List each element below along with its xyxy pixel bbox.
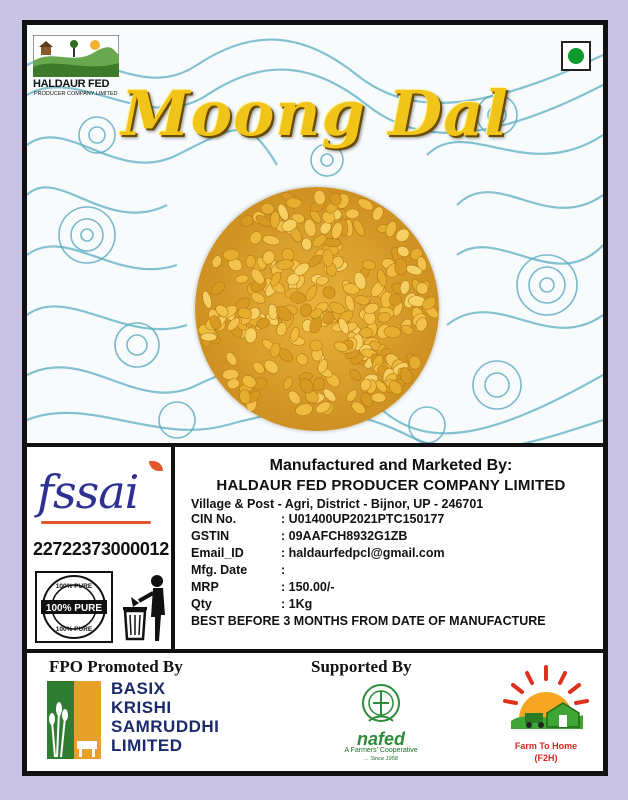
info-key: GSTIN: [191, 529, 230, 543]
info-row-email: [191, 545, 603, 562]
farm-to-home-logo: [497, 663, 595, 767]
nafed-name: nafed: [356, 729, 405, 749]
footer-panel: [27, 653, 603, 771]
fssai-logo: [37, 457, 167, 527]
info-value: : 150.00/-: [281, 580, 335, 594]
info-row-gstin: [191, 528, 603, 545]
badge-center-text: 100% PURE: [45, 603, 103, 614]
info-value: : haldaurfedpcl@gmail.com: [281, 546, 445, 560]
info-key: Qty: [191, 597, 212, 611]
fssai-license-number: 22722373000012: [33, 539, 169, 559]
nafed-logo: [337, 683, 425, 767]
info-value: : U01400UP2021PTC150177: [281, 512, 445, 526]
info-row-mrp: [191, 579, 603, 596]
sun-house-icon: [497, 663, 595, 741]
info-key: CIN No.: [191, 512, 237, 526]
supported-title: Supported By: [311, 657, 412, 676]
dustbin-icon: [119, 571, 169, 643]
moong-dal-image: [195, 187, 439, 431]
hero-panel: [27, 25, 603, 447]
product-title: Moong Dal: [121, 77, 509, 150]
info-key: Mfg. Date: [191, 563, 248, 577]
basix-line: KRISHI: [111, 698, 172, 717]
manufacturer-heading: Manufactured and Marketed By:: [269, 457, 513, 474]
certification-panel: [27, 447, 175, 649]
veg-dot: [568, 48, 584, 64]
pure-badge: [35, 571, 113, 643]
veg-mark-icon: [561, 41, 591, 71]
info-key: MRP: [191, 580, 219, 594]
nafed-emblem-icon: [361, 683, 401, 727]
basix-line: SAMRUDDHI: [111, 717, 220, 736]
basix-line: LIMITED: [111, 736, 183, 755]
info-key: Email_ID: [191, 546, 244, 560]
fssai-logo-text: fssai: [37, 465, 139, 519]
brand-name: HALDAUR FED: [33, 78, 110, 90]
company-address: Village & Post - Agri, District - Bijnor, UP - 246701: [191, 497, 484, 511]
product-label: [22, 20, 608, 776]
info-panel: [27, 447, 603, 653]
basix-line: BASIX: [111, 679, 166, 698]
badge-top-text: 100% PURE: [55, 583, 93, 590]
nafed-since: ... Since 1958: [364, 756, 398, 762]
brand-subtitle: PRODUCER COMPANY LIMITED: [34, 91, 118, 97]
info-value: : 09AAFCH8932G1ZB: [281, 529, 408, 543]
info-row-cin: [191, 511, 603, 528]
badge-bottom-text: 100% PURE: [55, 626, 93, 633]
details-panel: [179, 447, 603, 649]
leaf-icon: [149, 461, 163, 471]
farm-landscape-icon: [33, 35, 119, 77]
best-before-text: BEST BEFORE 3 MONTHS FROM DATE OF MANUFACTURE: [191, 614, 546, 628]
info-value: : 1Kg: [281, 597, 313, 611]
basix-logo-icon: [47, 681, 101, 759]
f2h-abbr: (F2H): [534, 753, 558, 763]
fpo-title: FPO Promoted By: [49, 657, 183, 676]
f2h-title: Farm To Home: [514, 741, 578, 751]
info-value: :: [281, 563, 286, 577]
info-row-mfg-date: [191, 562, 603, 579]
fssai-underline: [41, 521, 151, 524]
nafed-tagline: A Farmers' Cooperative: [344, 747, 418, 754]
company-name: HALDAUR FED PRODUCER COMPANY LIMITED: [216, 477, 566, 494]
basix-name: [111, 679, 219, 755]
info-row-qty: [191, 596, 603, 613]
